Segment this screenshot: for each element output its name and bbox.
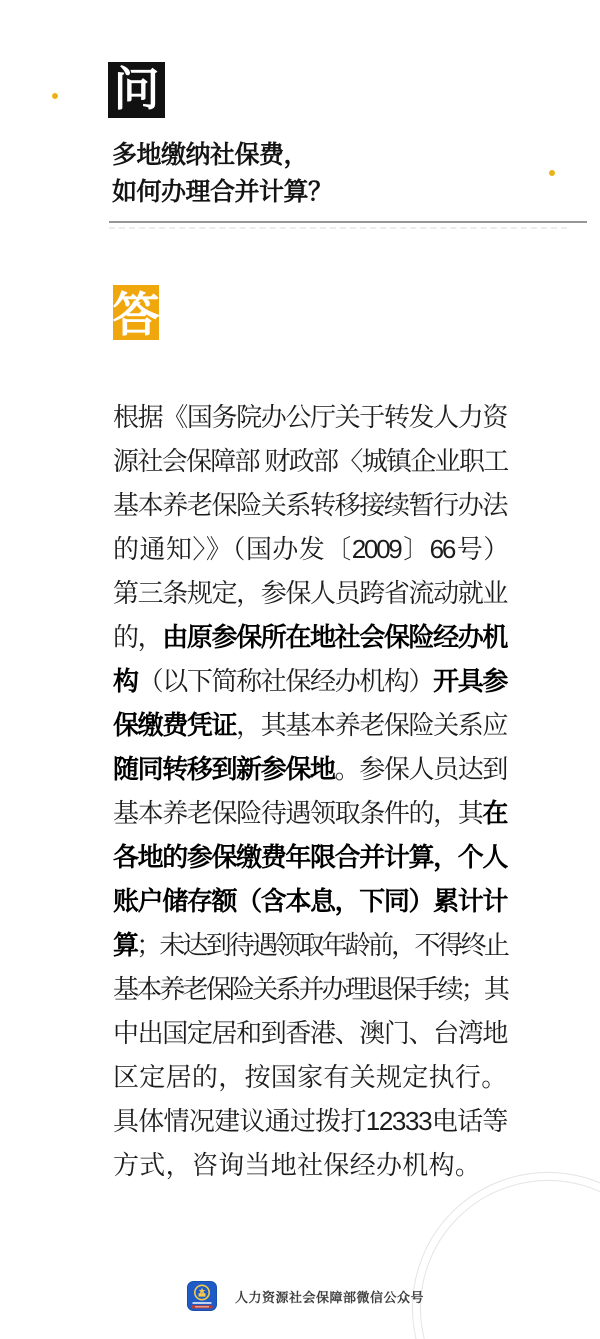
answer-text-bold: 开具参	[433, 666, 507, 696]
answer-text: 中出国定居和到香港、澳门、台湾地	[113, 1018, 507, 1048]
answer-line	[113, 1143, 507, 1187]
question-seal-label: 问	[113, 64, 160, 115]
answer-line	[113, 439, 507, 483]
answer-text: 。参保人员达到	[334, 754, 507, 784]
question-title-line2: 如何办理合并计算？	[112, 178, 333, 206]
answer-text-bold: 构	[113, 666, 138, 696]
title-divider-dashes	[109, 227, 567, 229]
answer-text: 具体情况建议通过拨打12333电话等	[113, 1106, 507, 1136]
answer-text: 源社会保障部 财政部〈城镇企业职工	[113, 446, 507, 476]
answer-seal-label: 答	[113, 290, 159, 340]
answer-text: ；未达到待遇领取年龄前，不得终止	[136, 930, 508, 960]
answer-line	[113, 659, 507, 703]
answer-text-bold: 由原参保所在地社会保险经办机	[162, 622, 507, 652]
answer-body	[113, 395, 507, 1187]
answer-line	[113, 527, 507, 571]
answer-text-bold: 在	[482, 798, 507, 828]
answer-text-bold: 随同转移到新参保地	[113, 754, 335, 784]
answer-line	[113, 1011, 507, 1055]
answer-text: 区定居的，按国家有关规定执行。	[113, 1062, 508, 1092]
answer-text: 的，	[113, 622, 163, 652]
decorative-circle-inner	[420, 1180, 600, 1339]
answer-line	[113, 967, 507, 1011]
answer-text: 根据《国务院办公厅关于转发人力资	[113, 402, 507, 432]
answer-text-bold: 账户储存额（含本息，下同）累计计	[113, 886, 507, 916]
mohrss-emblem-icon	[187, 1281, 217, 1311]
answer-line	[113, 747, 507, 791]
answer-line	[113, 1099, 507, 1143]
answer-line	[113, 395, 507, 439]
answer-line	[113, 835, 507, 879]
answer-line	[113, 791, 507, 835]
question-title-line1: 多地缴纳社保费，	[112, 141, 309, 169]
question-title	[112, 137, 333, 211]
footer	[187, 1281, 424, 1311]
answer-text: 基本养老保险待遇领取条件的，其	[113, 798, 483, 828]
answer-text: 基本养老保险关系并办理退保手续；其	[113, 974, 508, 1004]
answer-line	[113, 1055, 507, 1099]
answer-text-bold: 保缴费凭证	[113, 710, 237, 740]
answer-line	[113, 571, 507, 615]
answer-line	[113, 615, 507, 659]
answer-line	[113, 923, 507, 967]
answer-text: 方式，咨询当地社保经办机构。	[113, 1150, 482, 1180]
answer-text: （以下简称社保经办机构）	[137, 666, 434, 696]
answer-text: 基本养老保险关系转移接续暂行办法	[113, 490, 507, 520]
answer-text: 第三条规定，参保人员跨省流动就业	[113, 578, 507, 608]
decorative-dot-left	[52, 93, 58, 99]
title-divider	[109, 221, 587, 223]
answer-text-bold: 算	[113, 930, 137, 960]
answer-text-bold: 各地的参保缴费年限合并计算，个人	[113, 842, 507, 872]
decorative-dot-right	[549, 170, 555, 176]
answer-text: ，其基本养老保险关系应	[236, 710, 507, 740]
question-seal	[108, 62, 165, 118]
answer-line	[113, 703, 507, 747]
footer-account-name: 人力资源社会保障部微信公众号	[235, 1289, 425, 1305]
answer-line	[113, 483, 507, 527]
answer-seal	[113, 285, 159, 340]
answer-line	[113, 879, 507, 923]
answer-text: 的通知〉》（国办发〔2009〕66号）	[113, 534, 507, 564]
